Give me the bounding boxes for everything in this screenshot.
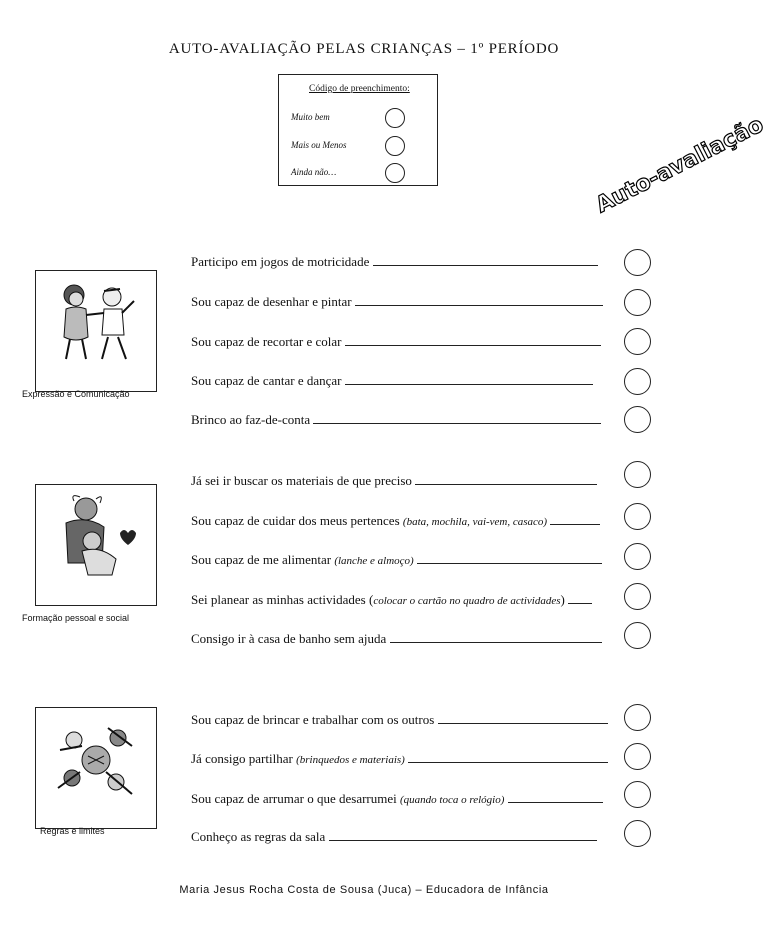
page-title: AUTO-AVALIAÇÃO PELAS CRIANÇAS – 1º PERÍODO (168, 41, 560, 57)
answer-circle[interactable] (624, 328, 651, 355)
statement-row: Sou capaz de brincar e trabalhar com os outros (191, 712, 611, 728)
fill-code-legend (278, 74, 438, 186)
area-expression-communication (22, 270, 157, 399)
self-assessment-stamp: Auto-avaliação (592, 112, 768, 219)
children-circle-illustration (52, 716, 140, 804)
legend-circle-not-yet[interactable] (385, 163, 405, 183)
footer-author: Maria Jesus Rocha Costa de Sousa (Juca) – Educadora de Infância (179, 884, 549, 896)
legend-option-not-yet: Ainda não… (291, 167, 337, 177)
statement-row: Consigo ir à casa de banho sem ajuda (191, 631, 611, 647)
legend-option-very-good: Muito bem (291, 112, 330, 122)
answer-circle[interactable] (624, 503, 651, 530)
area-rules-limits (35, 707, 157, 836)
statement-row: Conheço as regras da sala (191, 829, 611, 845)
answer-circle[interactable] (624, 368, 651, 395)
answer-circle[interactable] (624, 461, 651, 488)
statement-row: Sou capaz de recortar e colar (191, 334, 611, 350)
children-dancing-illustration (52, 279, 140, 367)
answer-circle[interactable] (624, 622, 651, 649)
answer-circle[interactable] (624, 543, 651, 570)
statement-row: Já sei ir buscar os materiais de que preciso (191, 473, 611, 489)
statement-row: Sou capaz de arrumar o que desarrumei (quando toca o relógio) (191, 791, 621, 807)
answer-circle[interactable] (624, 704, 651, 731)
answer-circle[interactable] (624, 820, 651, 847)
hugging-children-illustration (52, 493, 140, 581)
statement-row: Sou capaz de desenhar e pintar (191, 294, 611, 310)
statement-row: Sou capaz de me alimentar (lanche e almoço) (191, 552, 621, 568)
answer-circle[interactable] (624, 583, 651, 610)
answer-circle[interactable] (624, 406, 651, 433)
legend-option-more-or-less: Mais ou Menos (291, 140, 347, 150)
statement-row: Participo em jogos de motricidade (191, 254, 611, 270)
answer-circle[interactable] (624, 249, 651, 276)
statement-row: Já consigo partilhar (brinquedos e materiais) (191, 751, 621, 767)
legend-circle-very-good[interactable] (385, 108, 405, 128)
area-label: Regras e limites (40, 826, 105, 836)
area-label: Expressão e Comunicação (22, 389, 130, 399)
statement-row: Sei planear as minhas actividades (colocar o cartão no quadro de actividades) (191, 592, 621, 608)
legend-circle-more-or-less[interactable] (385, 136, 405, 156)
answer-circle[interactable] (624, 781, 651, 808)
legend-heading: Código de preenchimento: (309, 84, 410, 94)
answer-circle[interactable] (624, 289, 651, 316)
answer-circle[interactable] (624, 743, 651, 770)
statement-row: Sou capaz de cantar e dançar (191, 373, 611, 389)
statement-row: Sou capaz de cuidar dos meus pertences (bata, mochila, vai-vem, casaco) (191, 513, 621, 529)
statement-row: Brinco ao faz-de-conta (191, 412, 611, 428)
area-personal-social (22, 484, 157, 623)
area-label: Formação pessoal e social (22, 613, 130, 623)
